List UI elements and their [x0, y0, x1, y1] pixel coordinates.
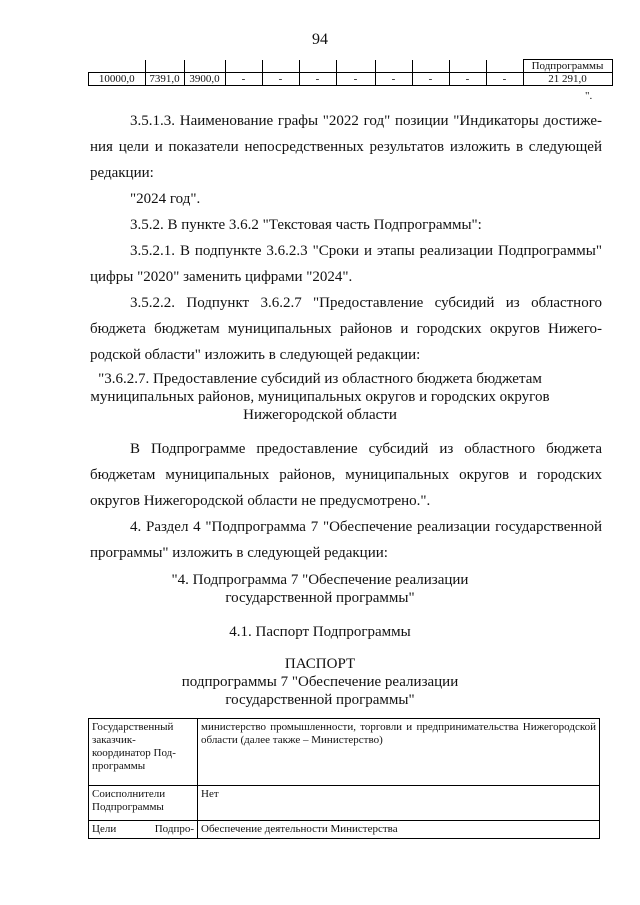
text-line: 3.5.1.3. Наименование графы "2022 год" позиции "Индикаторы достиже-: [130, 113, 602, 129]
text-line: программы" изложить в следующей редакции:: [90, 545, 388, 561]
text-line: округов Нижегородской области не предусмотрено.".: [90, 493, 431, 509]
paragraph-3-5-2-2: [90, 290, 602, 368]
table-cell-label: Цели Подпро-: [89, 821, 198, 839]
heading-line: государственной программы": [225, 692, 415, 708]
table-cell: 3900,0: [184, 73, 225, 86]
paragraph-3-5-1-3: [90, 108, 602, 186]
paragraph-2024: "2024 год".: [130, 191, 201, 207]
text-line: цифры "2020" заменить цифрами "2024".: [90, 269, 353, 285]
table-cell: -: [449, 73, 486, 86]
table-row: [89, 73, 613, 86]
table-cell: 10000,0: [89, 73, 146, 86]
table-cell: 7391,0: [145, 73, 184, 86]
table-row: [89, 719, 600, 786]
table-cell: -: [225, 73, 262, 86]
paragraph-section-4: [90, 514, 602, 566]
table-cell: -: [412, 73, 449, 86]
heading-4: [0, 571, 640, 607]
text-line: родской области" изложить в следующей редакции:: [90, 347, 421, 363]
continued-table-fragment: [88, 59, 613, 86]
text-line: бюджета бюджетам муниципальных районов и городских округов Нижего-: [90, 321, 602, 337]
table-cell: 21 291,0: [523, 73, 612, 86]
heading-line: "3.6.2.7. Предоставление субсидий из областного бюджета бюджетам: [98, 371, 542, 387]
heading-3-6-2-7: [0, 370, 640, 424]
heading-line: Нижегородской области: [243, 407, 397, 423]
text-line: В Подпрограмме предоставление субсидий из областного бюджета: [130, 441, 602, 457]
text-line: 4. Раздел 4 "Подпрограмма 7 "Обеспечение реализации государственной: [130, 519, 602, 535]
text-line: редакции:: [90, 165, 154, 181]
passport-table: [88, 718, 600, 839]
heading-line: "4. Подпрограмма 7 "Обеспечение реализации: [171, 572, 469, 588]
table-row: [89, 60, 613, 73]
table-cell: -: [375, 73, 412, 86]
table-cell-label: Государственный заказчик-координатор Под-программы: [89, 719, 198, 786]
table-cell-value: Нет: [198, 786, 600, 821]
text-line: бюджетам муниципальных районов, муниципальных округов и городских: [90, 467, 602, 483]
passport-heading: [0, 655, 640, 709]
text-line: 3.5.2.2. Подпункт 3.6.2.7 "Предоставление субсидий из областного: [130, 295, 602, 311]
passport-title: ПАСПОРТ: [284, 656, 356, 672]
page-number: 94: [312, 31, 328, 48]
table-row: [89, 821, 600, 839]
heading-line: подпрограммы 7 "Обеспечение реализации: [181, 674, 459, 690]
text-line: 3.5.2.1. В подпункте 3.6.2.3 "Сроки и этапы реализации Подпрограммы": [130, 243, 602, 259]
table-header-cell: Подпрограммы: [523, 60, 612, 73]
table-cell: -: [486, 73, 523, 86]
table-cell-label: Соисполнители Подпрограммы: [89, 786, 198, 821]
table-cell: -: [336, 73, 375, 86]
table-cell: -: [262, 73, 299, 86]
paragraph-no-subsidies: [90, 436, 602, 514]
table-cell-value: министерство промышленности, торговли и предпринимательства Нижегородской области (далее также – Министерство): [198, 719, 600, 786]
paragraph-3-5-2: 3.5.2. В пункте 3.6.2 "Текстовая часть Подпрограммы":: [130, 217, 482, 233]
closing-quote: ".: [585, 90, 593, 102]
paragraph-3-5-2-1: [90, 238, 602, 290]
table-cell-value: Обеспечение деятельности Министерства: [198, 821, 600, 839]
heading-line: муниципальных районов, муниципальных округов и городских округов: [90, 389, 550, 405]
table-row: [89, 786, 600, 821]
heading-line: государственной программы": [225, 590, 415, 606]
heading-4-1: 4.1. Паспорт Подпрограммы: [229, 624, 411, 640]
text-line: ния цели и показатели непосредственных результатов изложить в следующей: [90, 139, 602, 155]
table-cell: -: [299, 73, 336, 86]
